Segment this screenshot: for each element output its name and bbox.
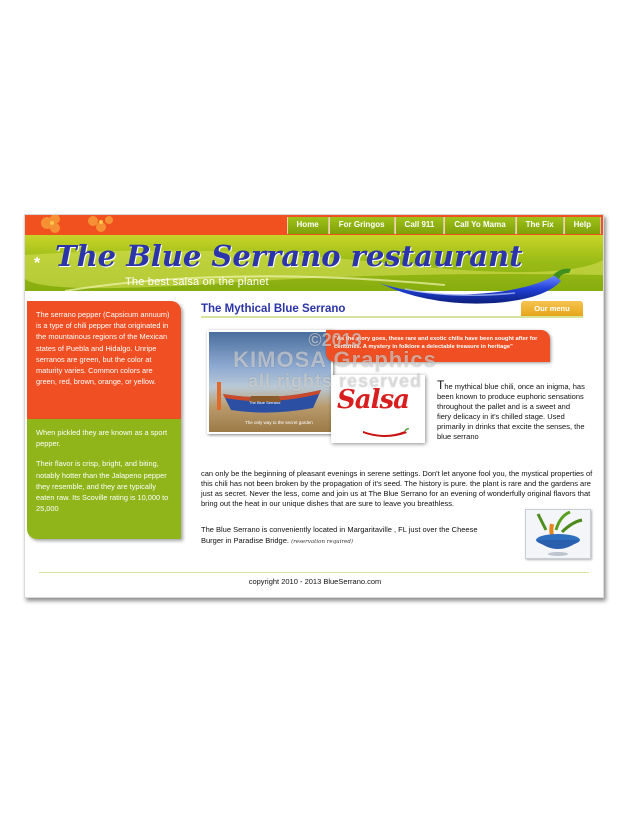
- flower-asterisk-icon: *: [34, 255, 41, 272]
- pepper-bowl-icon: [526, 510, 590, 558]
- quote-text: "As the story goes, these rare and exotic chilis have been sought after for centuries. A mystery in folklore a delectable treasure in heritage": [334, 336, 538, 350]
- red-chili-icon: [361, 427, 409, 437]
- svg-text:The Blue Serrano: The Blue Serrano: [249, 400, 281, 405]
- site-title[interactable]: The Blue Serrano restaurant: [55, 239, 523, 273]
- nav-home[interactable]: Home: [287, 217, 329, 234]
- drop-cap: T: [437, 378, 445, 392]
- tagline: The best salsa on the planet: [125, 276, 269, 288]
- nav-call-911[interactable]: Call 911: [395, 217, 445, 234]
- sidebar-pickled-text: When pickled they are known as a sport pepper.: [36, 428, 168, 449]
- flower-decoration-icon: [33, 215, 143, 235]
- nav-call-yo-mama[interactable]: Call Yo Mama: [444, 217, 515, 234]
- sidebar-intro-text: The serrano pepper (Capsicum annuum) is a type of chili pepper that originated in the mountainous regions of the Mexican states of Puebla and Hidalgo. Unripe serranos are green, but the color at maturity varies. Common colors are green, red, brown, orange, or yellow.: [36, 310, 170, 387]
- boat-icon: [209, 332, 331, 432]
- title-divider: [201, 316, 583, 318]
- header-banner: [25, 235, 604, 291]
- top-bar: [25, 215, 604, 235]
- location-body: The Blue Serrano is conveniently located in Margaritaville , FL just over the Cheese Burger in Paradise Bridge.: [201, 525, 478, 545]
- nav-help[interactable]: Help: [564, 217, 601, 234]
- nav-the-fix[interactable]: The Fix: [516, 217, 564, 234]
- sidebar-facts-panel: [27, 419, 181, 539]
- sidebar-intro-panel: [27, 301, 181, 419]
- our-menu-button[interactable]: Our menu: [521, 301, 583, 317]
- boat-photo: [207, 330, 333, 434]
- story-text-right: [437, 378, 585, 441]
- website-frame: [24, 214, 604, 598]
- story-text-right-body: he mythical blue chili, once an inigma, has been known to produce euphoric sensations throughout the pallet and is a sweet and fiery delicacy in it's chilled stage. Used primarily in drinks that excite the senses, the blue serrano: [437, 382, 585, 441]
- photo-caption: The only way to the secret garden: [245, 420, 313, 425]
- nav-for-gringos[interactable]: For Gringos: [329, 217, 395, 234]
- watermark-line-1: ©2013: [308, 330, 362, 350]
- reservation-note: (reservation required): [291, 539, 354, 545]
- page-title: The Mythical Blue Serrano: [201, 303, 346, 315]
- watermark-line-2: KIMOSA Graphics: [233, 347, 437, 372]
- watermark-line-3: all rights reserved: [247, 371, 423, 391]
- pepper-bowl-photo: [525, 509, 591, 559]
- location-text: [201, 524, 501, 548]
- story-text-wide: can only be the beginning of pleasant evenings in serene settings. Don't let anyone fool you, the mystical properties of this chili has not been broken by the propagation of it's seed. The history is pure. the plant is rare and the gardens are just as secret. Never the less, come and join us at The Blue Serrano for an evening of wonderfully original flavors that bring out the heat in our unique dishes that are sure to leave you breathless.: [201, 469, 593, 508]
- quote-box: [326, 330, 550, 362]
- main-nav: [287, 217, 601, 234]
- sidebar-flavor-text: Their flavor is crisp, bright, and biting, notably hotter than the Jalapeno pepper they resemble, and they are typically eaten raw. Its Scoville rating is 10,000 to 25,000: [36, 459, 169, 514]
- footer-divider: [39, 572, 589, 573]
- footer-copyright: copyright 2010 - 2013 BlueSerrano.com: [248, 577, 382, 586]
- salsa-card: [331, 375, 425, 443]
- salsa-logo: Salsa: [337, 385, 409, 415]
